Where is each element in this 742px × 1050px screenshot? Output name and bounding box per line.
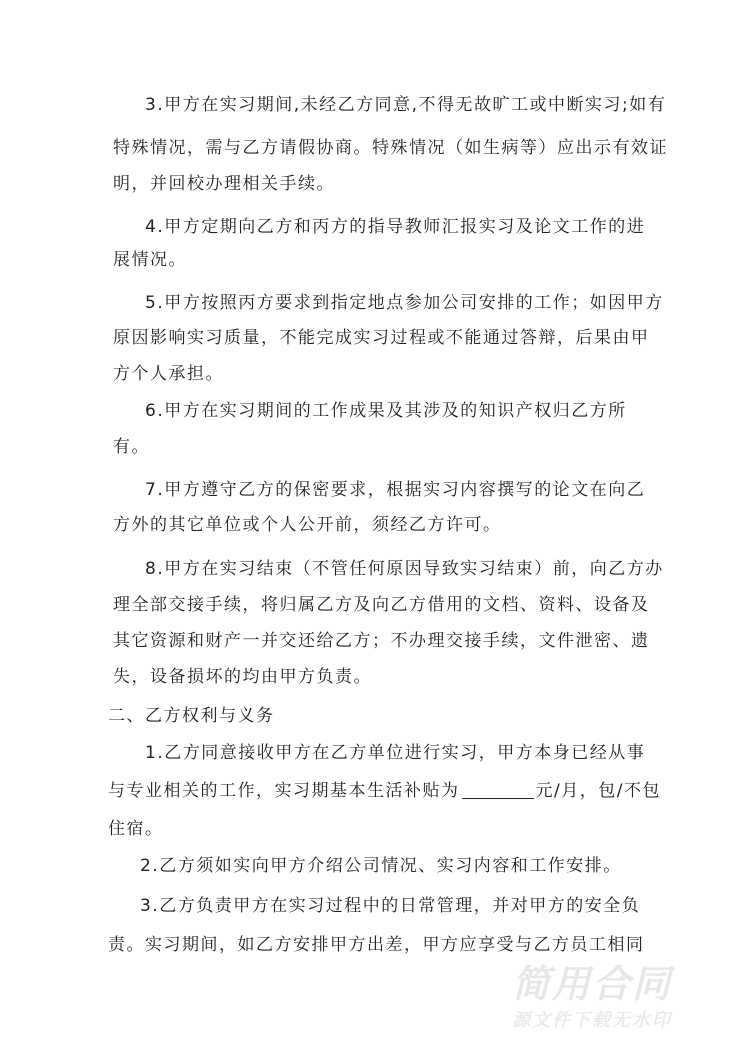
watermark-logo: 简用合同 (512, 962, 673, 1006)
section-heading: 二、乙方权利与义务 (108, 706, 275, 726)
text-line: 特殊情况，需与乙方请假协商。特殊情况（如生病等）应出示有效证 (113, 138, 668, 158)
allowance-blank-field[interactable] (462, 782, 534, 799)
text-line: 1.乙方同意接收甲方在乙方单位进行实习，甲方本身已经从事 (145, 743, 646, 763)
text-line: 理全部交接手续，将归属乙方及向乙方借用的文档、资料、设备及 (113, 595, 650, 615)
text-line: 6.甲方在实习期间的工作成果及其涉及的知识产权归乙方所 (145, 401, 627, 421)
text-line: 8.甲方在实习结束（不管任何原因导致实习结束）前，向乙方办 (145, 559, 664, 579)
text-segment: 与专业相关的工作，实习期基本生活补贴为 (108, 781, 460, 801)
text-line: 3.甲方在实习期间,未经乙方同意,不得无故旷工或中断实习;如有 (145, 95, 667, 115)
text-line: 展情况。 (113, 250, 187, 270)
text-line: 方外的其它单位或个人公开前，须经乙方许可。 (113, 515, 502, 535)
text-line: 方个人承担。 (113, 364, 224, 384)
text-line: 2.乙方须如实向甲方介绍公司情况、实习内容和工作安排。 (140, 856, 622, 876)
text-line: 其它资源和财产一并交还给乙方；不办理交接手续，文件泄密、遗 (113, 631, 650, 651)
watermark-subtitle: 源文件下载无水印 (512, 1010, 672, 1031)
text-line: 5.甲方按照丙方要求到指定地点参加公司安排的工作；如因甲方 (145, 293, 664, 313)
text-line: 3.乙方负责甲方在实习过程中的日常管理，并对甲方的安全负 (140, 896, 641, 916)
text-line: 责。实习期间，如乙方安排甲方出差，甲方应享受与乙方员工相同 (108, 935, 645, 955)
text-line: 7.甲方遵守乙方的保密要求，根据实习内容撰写的论文在向乙 (145, 480, 646, 500)
text-segment: 元/月，包/不包 (535, 781, 661, 801)
text-line: 有。 (113, 437, 150, 457)
text-line: 失，设备损坏的均由甲方负责。 (113, 667, 372, 687)
text-line: 原因影响实习质量，不能完成实习过程或不能通过答辩，后果由甲 (113, 328, 650, 348)
text-line: 明，并回校办理相关手续。 (113, 174, 335, 194)
text-line (108, 780, 661, 802)
text-line: 4.甲方定期向乙方和丙方的指导教师汇报实习及论文工作的进 (145, 217, 646, 237)
text-line: 住宿。 (108, 819, 164, 839)
